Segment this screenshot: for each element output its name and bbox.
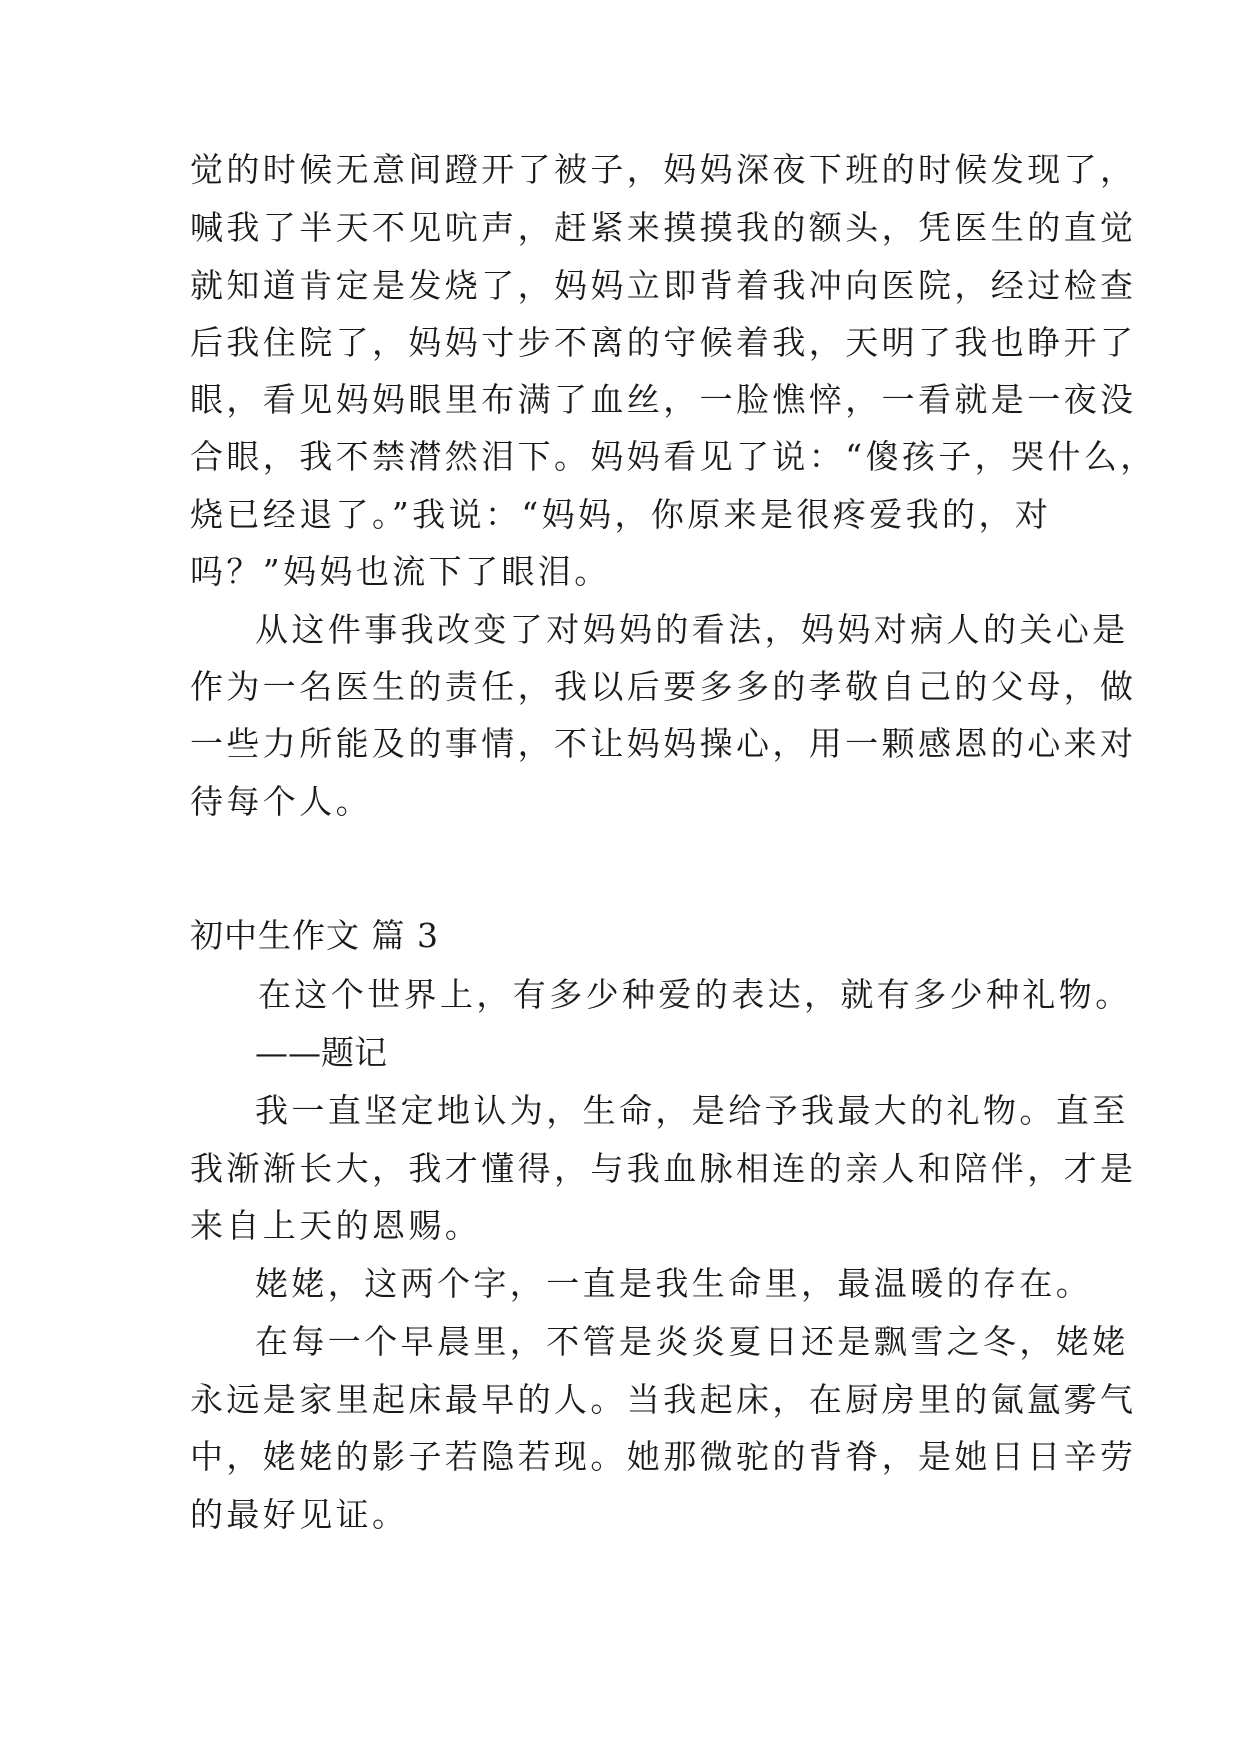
paragraph-line: 待每个人。 [190, 782, 372, 821]
paragraph-line: 姥姥，这两个字，一直是我生命里，最温暖的存在。 [255, 1264, 1093, 1303]
paragraph-line: 就知道肯定是发烧了，妈妈立即背着我冲向医院，经过检查 [190, 266, 1137, 305]
paragraph-line: 喊我了半天不见吭声，赶紧来摸摸我的额头，凭医生的直觉 [190, 208, 1137, 247]
epigraph-line: 在这个世界上，有多少种爱的表达，就有多少种礼物。 [258, 975, 1132, 1014]
paragraph-line: 后我住院了，妈妈寸步不离的守候着我，天明了我也睁开了 [190, 323, 1137, 362]
paragraph-line: 合眼，我不禁潸然泪下。妈妈看见了说：“傻孩子，哭什么， [190, 437, 1157, 476]
paragraph-line: 觉的时候无意间蹬开了被子，妈妈深夜下班的时候发现了， [190, 150, 1137, 189]
paragraph-line: 我渐渐长大，我才懂得，与我血脉相连的亲人和陪伴，才是 [190, 1149, 1137, 1188]
paragraph-line: 来自上天的恩赐。 [190, 1206, 482, 1245]
epigraph-attribution: ——题记 [255, 1033, 387, 1072]
paragraph-line: 我一直坚定地认为，生命，是给予我最大的礼物。直至 [255, 1091, 1129, 1130]
paragraph-line: 从这件事我改变了对妈妈的看法，妈妈对病人的关心是 [255, 610, 1129, 649]
paragraph-line: 一些力所能及的事情，不让妈妈操心，用一颗感恩的心来对 [190, 724, 1137, 763]
paragraph-line: 中，姥姥的影子若隐若现。她那微驼的背脊，是她日日辛劳 [190, 1437, 1137, 1476]
paragraph-line: 吗？”妈妈也流下了眼泪。 [190, 552, 611, 591]
paragraph-line: 作为一名医生的责任，我以后要多多的孝敬自己的父母，做 [190, 667, 1137, 706]
paragraph-line: 烧已经退了。”我说：“妈妈，你原来是很疼爱我的，对 [190, 495, 1052, 534]
section-heading: 初中生作文 篇 3 [190, 916, 439, 955]
paragraph-line: 永远是家里起床最早的人。当我起床，在厨房里的氤氲雾气 [190, 1380, 1137, 1419]
paragraph-line: 的最好见证。 [190, 1495, 409, 1534]
paragraph-line: 眼，看见妈妈眼里布满了血丝，一脸憔悴，一看就是一夜没 [190, 380, 1137, 419]
paragraph-line: 在每一个早晨里，不管是炎炎夏日还是飘雪之冬，姥姥 [255, 1322, 1129, 1361]
